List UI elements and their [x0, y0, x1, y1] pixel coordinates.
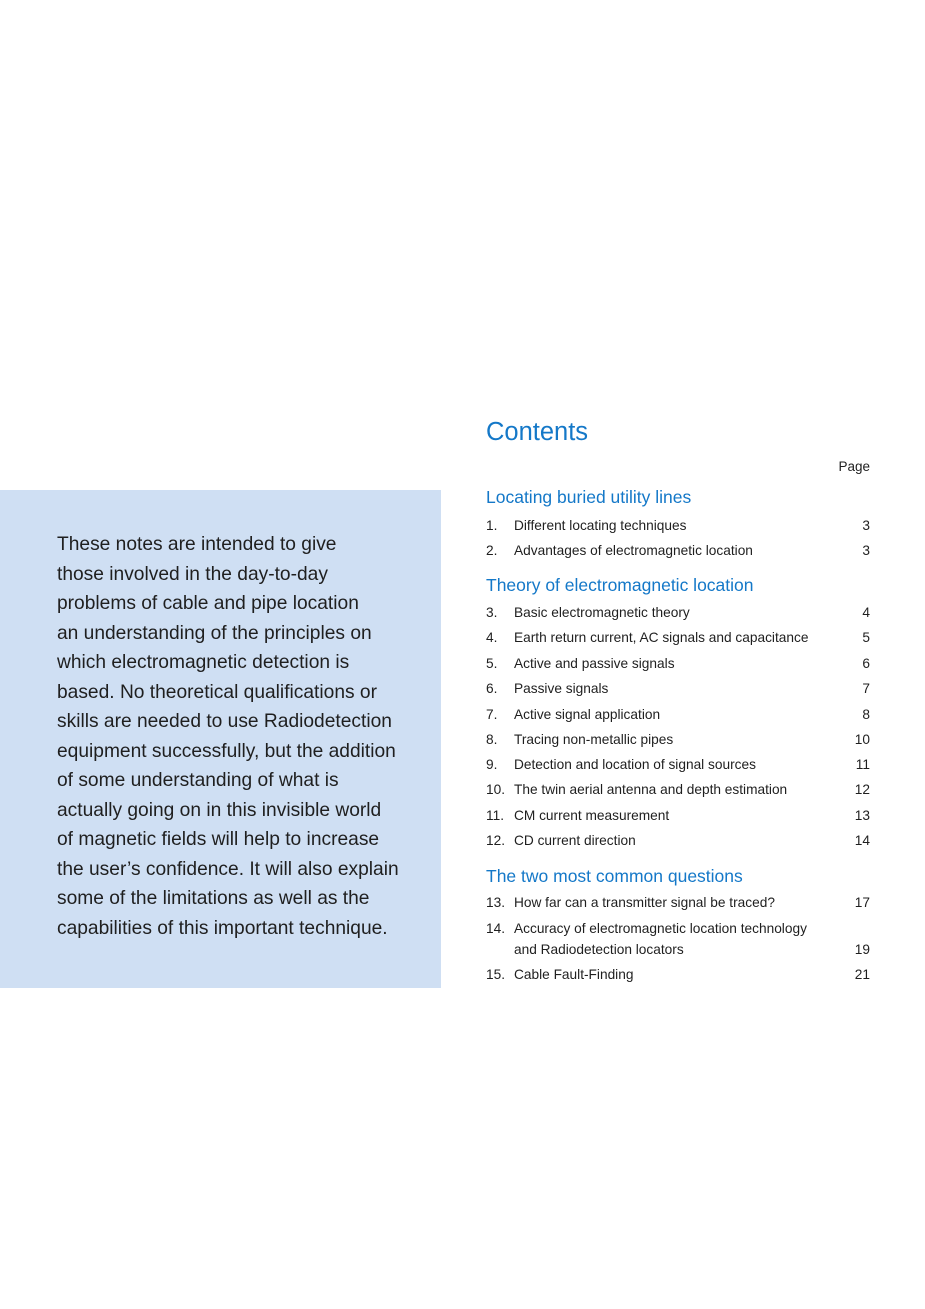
intro-line: of magnetic fields will help to increase: [57, 829, 380, 850]
toc-entry-number: 15.: [486, 967, 506, 982]
intro-line: the user’s confidence. It will also explain: [57, 858, 399, 880]
toc-entry-label-line: and Radiodetection locators: [514, 942, 684, 957]
toc-entry-page: 17: [854, 895, 870, 910]
toc-entry[interactable]: [486, 918, 870, 960]
toc-entry-number: 5.: [486, 656, 498, 671]
intro-line: capabilities of this important technique.: [57, 917, 388, 939]
toc-entry-number: 12.: [486, 833, 506, 848]
toc-entry-label: Passive signals: [514, 681, 609, 696]
intro-line: These notes are intended to give: [57, 534, 337, 555]
toc-entry-label: Advantages of electromagnetic location: [514, 543, 753, 558]
intro-line: equipment successfully, but the addition: [57, 740, 396, 762]
toc-entry-label: Active signal application: [514, 707, 661, 722]
toc-entry-label: Tracing non-metallic pipes: [514, 732, 674, 747]
toc-entry-number: 6.: [486, 681, 498, 696]
toc-entry-number: 10.: [486, 782, 506, 797]
toc-entry-page: 21: [854, 967, 870, 982]
page-column-header: Page: [838, 459, 870, 474]
toc-entry-label: [514, 918, 844, 960]
intro-line: skills are needed to use Radiodetection: [57, 711, 392, 732]
toc-entry-page: 19: [854, 942, 870, 957]
toc-entry-label: CD current direction: [514, 833, 636, 848]
section-heading: The two most common questions: [486, 866, 743, 886]
toc-entry-number: 8.: [486, 732, 498, 747]
toc-entry-number: 14.: [486, 921, 506, 936]
intro-paragraph: [57, 530, 402, 943]
section-heading: Locating buried utility lines: [486, 487, 692, 507]
intro-line: those involved in the day-to-day: [57, 563, 328, 585]
toc-entry-page: 14: [854, 833, 870, 848]
intro-line: some of the limitations as well as the: [57, 888, 370, 909]
toc-entry-number: 2.: [486, 543, 498, 558]
toc-entry-number: 4.: [486, 630, 498, 645]
intro-line: which electromagnetic detection is: [57, 652, 350, 673]
toc-entry-label: Active and passive signals: [514, 656, 675, 671]
toc-entry-page: 4: [862, 605, 870, 620]
toc-entry-page: 8: [862, 707, 870, 722]
toc-entry-label: Detection and location of signal sources: [514, 757, 756, 772]
toc-entry-label: Basic electromagnetic theory: [514, 605, 690, 620]
toc-entry-number: 11.: [486, 808, 505, 823]
toc-entry-number: 3.: [486, 605, 498, 620]
toc-entry-label: Different locating techniques: [514, 518, 687, 533]
intro-line: an understanding of the principles on: [57, 622, 372, 644]
toc-entry-number: 13.: [486, 895, 506, 910]
toc-entry-number: 7.: [486, 707, 498, 722]
intro-line: actually going on in this invisible world: [57, 799, 382, 821]
toc-entry-number: 1.: [486, 518, 498, 533]
toc-entry-page: 3: [862, 518, 870, 533]
toc-entry-page: 12: [854, 782, 870, 797]
toc-entry-page: 13: [854, 808, 870, 823]
intro-line: of some understanding of what is: [57, 770, 339, 791]
toc-entry-page: 5: [862, 630, 870, 645]
toc-entry-label: Earth return current, AC signals and capacitance: [514, 630, 809, 645]
toc-entry-label: Cable Fault-Finding: [514, 967, 634, 982]
toc-entry-page: 6: [862, 656, 870, 671]
intro-line: problems of cable and pipe location: [57, 593, 359, 614]
intro-line: based. No theoretical qualifications or: [57, 681, 377, 703]
toc-entry-page: 7: [862, 681, 870, 696]
toc-entry-number: 9.: [486, 757, 498, 772]
contents-title: Contents: [486, 418, 589, 446]
toc-entry-page: 11: [855, 757, 870, 772]
toc-entry-page: 10: [854, 732, 870, 747]
section-heading: Theory of electromagnetic location: [486, 575, 754, 595]
toc-entry-label: The twin aerial antenna and depth estimation: [514, 782, 788, 797]
toc-entry-label-line: Accuracy of electromagnetic location technology: [514, 921, 807, 936]
toc-entry-label: CM current measurement: [514, 808, 670, 823]
toc-entry-label: How far can a transmitter signal be traced?: [514, 895, 775, 910]
toc-entry-page: 3: [862, 543, 870, 558]
